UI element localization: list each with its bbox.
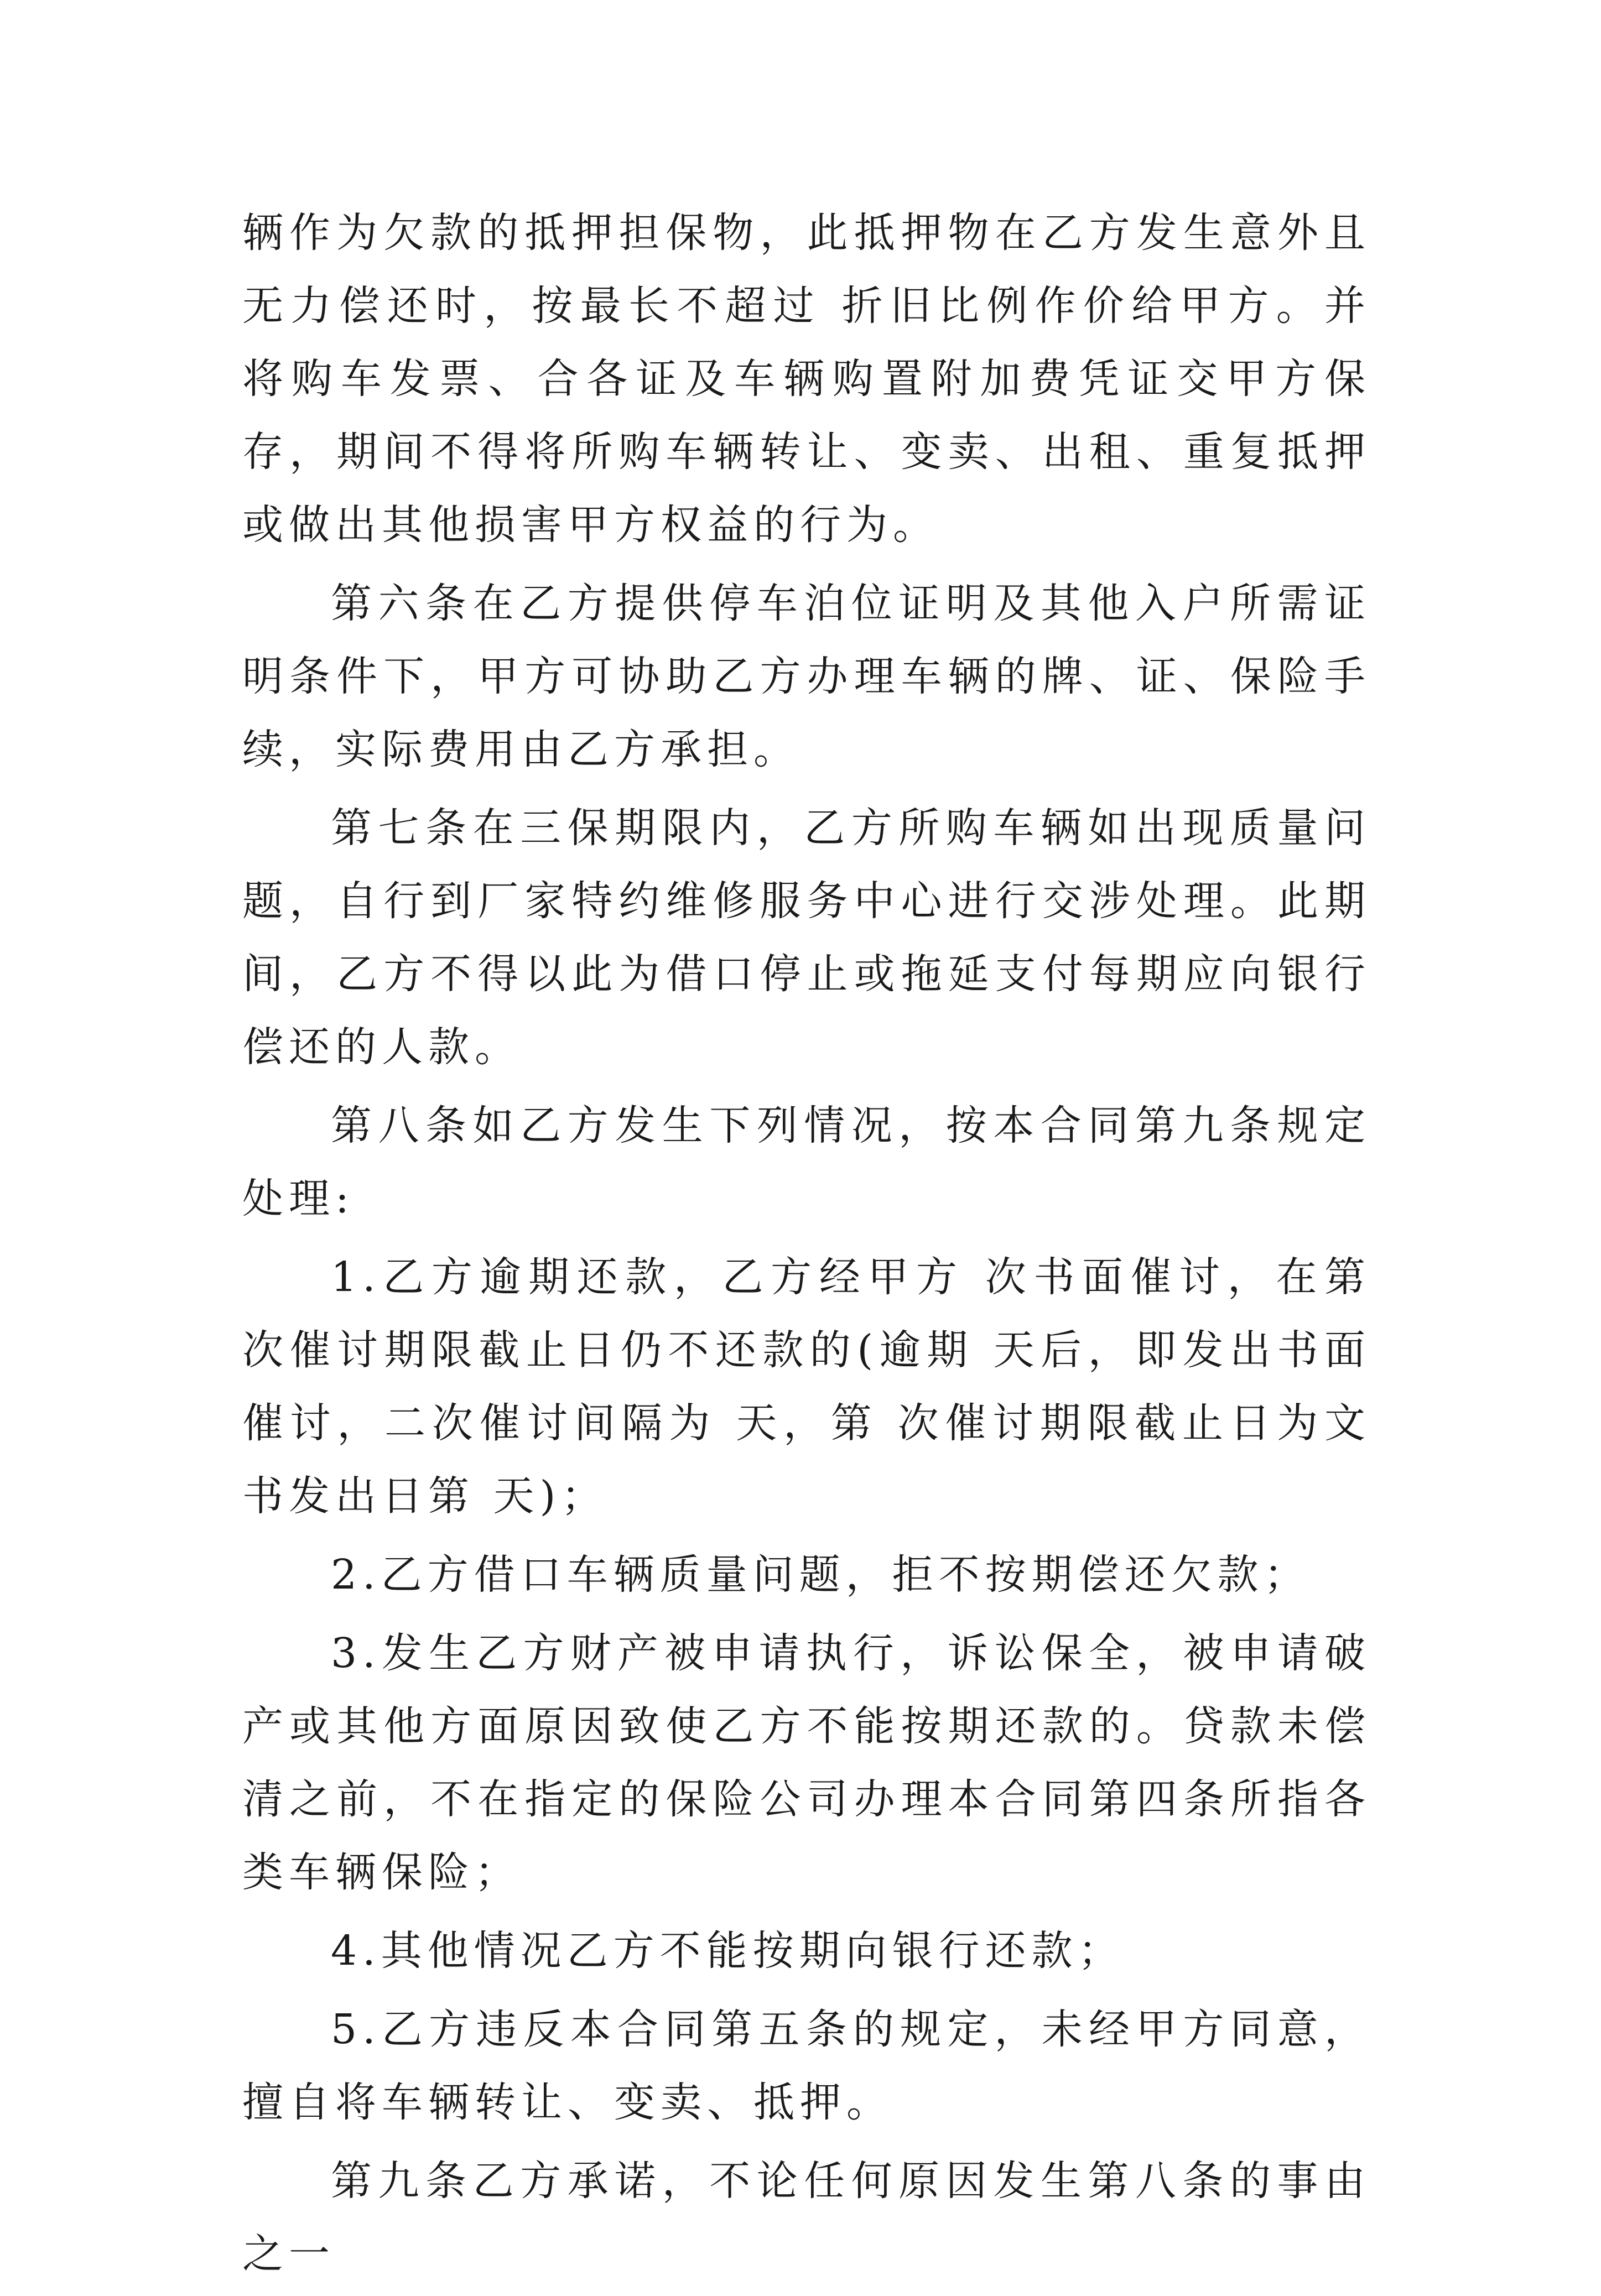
list-item-5: 5.乙方违反本合同第五条的规定，未经甲方同意，擅自将车辆转让、变卖、抵押。 [242, 2006, 1371, 2126]
paragraph-article-9: 第九条乙方承诺，不论任何原因发生第八条的事由之一 [242, 2157, 1371, 2278]
paragraph-article-8: 第八条如乙方发生下列情况，按本合同第九条规定处理: [242, 1102, 1371, 1222]
list-item-1: 1.乙方逾期还款，乙方经甲方 次书面催讨，在第 次催讨期限截止日仍不还款的(逾期 天后，即发出书面催讨，二次催讨间隔为 天，第 次催讨期限截止日为文书发出日第 天)； [242, 1253, 1371, 1520]
document-body [242, 196, 1371, 2296]
paragraph-collateral: 辆作为欠款的抵押担保物，此抵押物在乙方发生意外且无力偿还时，按最长不超过 折旧比例作价给甲方。并将购车发票、合各证及车辆购置附加费凭证交甲方保存，期间不得将所购车辆转让、变卖、出租、重复抵押或做出其他损害甲方权益的行为。 [242, 209, 1371, 549]
list-item-3: 3.发生乙方财产被申请执行，诉讼保全，被申请破产或其他方面原因致使乙方不能按期还款的。贷款未偿清之前，不在指定的保险公司办理本合同第四条所指各类车辆保险； [242, 1629, 1371, 1896]
list-item-4: 4.其他情况乙方不能按期向银行还款； [331, 1927, 1125, 1975]
paragraph-article-6: 第六条在乙方提供停车泊位证明及其他入户所需证明条件下，甲方可协助乙方办理车辆的牌、证、保险手续，实际费用由乙方承担。 [242, 580, 1371, 773]
list-item-2: 2.乙方借口车辆质量问题，拒不按期偿还欠款； [331, 1551, 1311, 1599]
paragraph-article-7: 第七条在三保期限内，乙方所购车辆如出现质量问题，自行到厂家特约维修服务中心进行交涉处理。此期间，乙方不得以此为借口停止或拖延支付每期应向银行偿还的人款。 [242, 804, 1371, 1071]
